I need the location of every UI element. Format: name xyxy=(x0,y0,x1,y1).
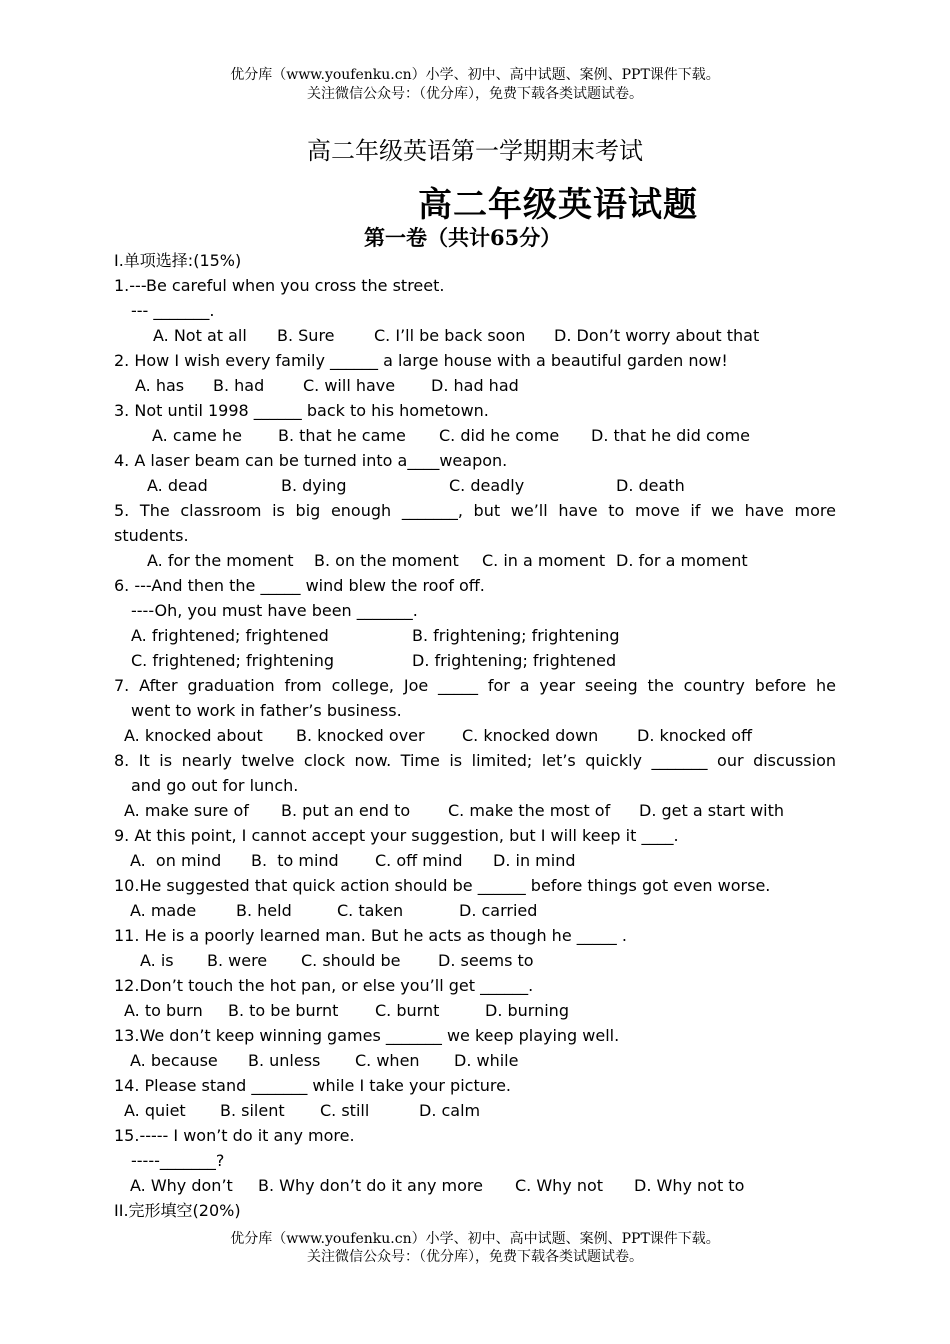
question-3-options xyxy=(114,423,836,448)
question-1-stem-2: --- _______. xyxy=(131,301,215,320)
question-2-option-c[interactable]: C. will have xyxy=(303,376,396,395)
question-8-options xyxy=(114,798,836,823)
question-2-option-b[interactable]: B. had xyxy=(213,376,265,395)
question-13-stem: 13.We don’t keep winning games _______ we keep playing well. xyxy=(114,1026,620,1045)
question-4-option-d[interactable]: D. death xyxy=(616,476,685,495)
question-5-stem: 5. The classroom is big enough _______, but we’ll have to move if we have more xyxy=(114,501,836,520)
question-14-option-b[interactable]: B. silent xyxy=(220,1101,285,1120)
question-13-options xyxy=(114,1048,836,1073)
question-7-option-c[interactable]: C. knocked down xyxy=(462,726,599,745)
question-1-stem: 1.---Be careful when you cross the street. xyxy=(114,276,445,295)
question-3-option-d[interactable]: D. that he did come xyxy=(591,426,750,445)
question-6-options-cd xyxy=(114,648,836,673)
part-title: 第一卷（共计65分） xyxy=(364,225,562,250)
question-9-option-b[interactable]: B. to mind xyxy=(251,851,339,870)
question-13-option-a[interactable]: A. because xyxy=(130,1051,218,1070)
question-9-option-c[interactable]: C. off mind xyxy=(375,851,463,870)
question-6-option-b[interactable]: B. frightening; frightening xyxy=(412,626,620,645)
question-10-option-a[interactable]: A. made xyxy=(130,901,197,920)
question-14-options xyxy=(114,1098,836,1123)
question-11-option-a[interactable]: A. is xyxy=(140,951,174,970)
question-5-option-a[interactable]: A. for the moment xyxy=(147,551,294,570)
question-15-stem: 15.----- I won’t do it any more. xyxy=(114,1126,355,1145)
question-11-option-c[interactable]: C. should be xyxy=(301,951,401,970)
page-header-line2: 关注微信公众号：（优分库），免费下载各类试题试卷。 xyxy=(307,86,643,102)
section-2-heading: II.完形填空(20%) xyxy=(114,1201,241,1220)
question-5-options xyxy=(114,548,836,573)
question-2-stem: 2. How I wish every family ______ a large house with a beautiful garden now! xyxy=(114,351,728,370)
question-5-option-d[interactable]: D. for a moment xyxy=(616,551,748,570)
section-1-heading: I.单项选择:(15%) xyxy=(114,251,242,270)
question-9-option-d[interactable]: D. in mind xyxy=(493,851,576,870)
question-12-stem: 12.Don’t touch the hot pan, or else you’ll get ______. xyxy=(114,976,534,995)
exam-title: 高二年级英语第一学期期末考试 xyxy=(307,137,643,165)
question-8-option-d[interactable]: D. get a start with xyxy=(639,801,785,820)
question-11-options xyxy=(114,948,836,973)
question-7-options xyxy=(114,723,836,748)
question-10-option-b[interactable]: B. held xyxy=(236,901,292,920)
question-14-option-a[interactable]: A. quiet xyxy=(124,1101,186,1120)
question-15-option-d[interactable]: D. Why not to xyxy=(634,1176,745,1195)
question-7-stem: 7. After graduation from college, Joe _____ for a year seeing the country before he xyxy=(114,676,836,695)
question-12-options xyxy=(114,998,836,1023)
question-15-option-a[interactable]: A. Why don’t xyxy=(130,1176,233,1195)
question-12-option-d[interactable]: D. burning xyxy=(485,1001,569,1020)
question-10-stem: 10.He suggested that quick action should be ______ before things got even worse. xyxy=(114,876,771,895)
page-header-line1: 优分库（www.youfenku.cn）小学、初中、高中试题、案例、PPT课件下载。 xyxy=(230,67,720,83)
question-1-option-d[interactable]: D. Don’t worry about that xyxy=(554,326,760,345)
question-13-option-c[interactable]: C. when xyxy=(355,1051,420,1070)
question-body xyxy=(114,248,836,1223)
question-2-options xyxy=(114,373,836,398)
question-3-option-c[interactable]: C. did he come xyxy=(439,426,560,445)
question-3-option-b[interactable]: B. that he came xyxy=(278,426,406,445)
question-14-stem: 14. Please stand _______ while I take your picture. xyxy=(114,1076,512,1095)
question-14-option-c[interactable]: C. still xyxy=(320,1101,370,1120)
question-1-option-b[interactable]: B. Sure xyxy=(277,326,335,345)
question-15-option-c[interactable]: C. Why not xyxy=(515,1176,604,1195)
question-6-stem: 6. ---And then the _____ wind blew the roof off. xyxy=(114,576,485,595)
question-15-options xyxy=(114,1173,836,1198)
question-1-option-c[interactable]: C. I’ll be back soon xyxy=(374,326,526,345)
question-6-option-d[interactable]: D. frightening; frightened xyxy=(412,651,617,670)
question-8-stem-2: and go out for lunch. xyxy=(131,776,299,795)
question-3-stem: 3. Not until 1998 ______ back to his hometown. xyxy=(114,401,489,420)
question-5-stem-2: students. xyxy=(114,526,189,545)
question-1-options xyxy=(114,323,836,348)
question-2-option-d[interactable]: D. had had xyxy=(431,376,519,395)
question-10-option-c[interactable]: C. taken xyxy=(337,901,404,920)
question-9-stem: 9. At this point, I cannot accept your suggestion, but I will keep it ____. xyxy=(114,826,679,845)
question-13-option-d[interactable]: D. while xyxy=(454,1051,519,1070)
question-9-option-a[interactable]: A. on mind xyxy=(130,851,222,870)
question-5-option-b[interactable]: B. on the moment xyxy=(314,551,459,570)
question-4-option-a[interactable]: A. dead xyxy=(147,476,208,495)
question-7-option-a[interactable]: A. knocked about xyxy=(124,726,263,745)
question-2-option-a[interactable]: A. has xyxy=(135,376,185,395)
question-10-option-d[interactable]: D. carried xyxy=(459,901,538,920)
question-8-option-a[interactable]: A. make sure of xyxy=(124,801,249,820)
question-12-option-a[interactable]: A. to burn xyxy=(124,1001,203,1020)
question-6-options-ab xyxy=(114,623,836,648)
question-8-stem: 8. It is nearly twelve clock now. Time is limited; let’s quickly _______ our discussion xyxy=(114,751,836,770)
question-5-option-c[interactable]: C. in a moment xyxy=(482,551,606,570)
page-footer-line2: 关注微信公众号：（优分库），免费下载各类试题试卷。 xyxy=(307,1249,643,1265)
question-9-options xyxy=(114,848,836,873)
question-6-option-a[interactable]: A. frightened; frightened xyxy=(131,626,329,645)
question-13-option-b[interactable]: B. unless xyxy=(248,1051,321,1070)
page-footer-line1: 优分库（www.youfenku.cn）小学、初中、高中试题、案例、PPT课件下载。 xyxy=(230,1231,720,1247)
question-11-stem: 11. He is a poorly learned man. But he acts as though he _____ . xyxy=(114,926,627,945)
question-10-options xyxy=(114,898,836,923)
question-8-option-c[interactable]: C. make the most of xyxy=(448,801,611,820)
question-3-option-a[interactable]: A. came he xyxy=(152,426,242,445)
question-12-option-c[interactable]: C. burnt xyxy=(375,1001,440,1020)
question-15-option-b[interactable]: B. Why don’t do it any more xyxy=(258,1176,483,1195)
question-11-option-d[interactable]: D. seems to xyxy=(438,951,534,970)
question-4-stem: 4. A laser beam can be turned into a____weapon. xyxy=(114,451,508,470)
question-4-options xyxy=(114,473,836,498)
question-4-option-b[interactable]: B. dying xyxy=(281,476,347,495)
question-6-option-c[interactable]: C. frightened; frightening xyxy=(131,651,334,670)
question-1-option-a[interactable]: A. Not at all xyxy=(153,326,247,345)
question-7-option-b[interactable]: B. knocked over xyxy=(296,726,425,745)
question-15-stem-2: -----_______? xyxy=(131,1151,225,1170)
question-7-stem-2: went to work in father’s business. xyxy=(131,701,402,720)
question-6-stem-2: ----Oh, you must have been _______. xyxy=(131,601,418,620)
subject-title: 高二年级英语试题 xyxy=(418,185,698,225)
question-8-option-b[interactable]: B. put an end to xyxy=(281,801,411,820)
question-7-option-d[interactable]: D. knocked off xyxy=(637,726,753,745)
question-4-option-c[interactable]: C. deadly xyxy=(449,476,525,495)
question-12-option-b[interactable]: B. to be burnt xyxy=(228,1001,339,1020)
question-14-option-d[interactable]: D. calm xyxy=(419,1101,481,1120)
question-11-option-b[interactable]: B. were xyxy=(207,951,268,970)
